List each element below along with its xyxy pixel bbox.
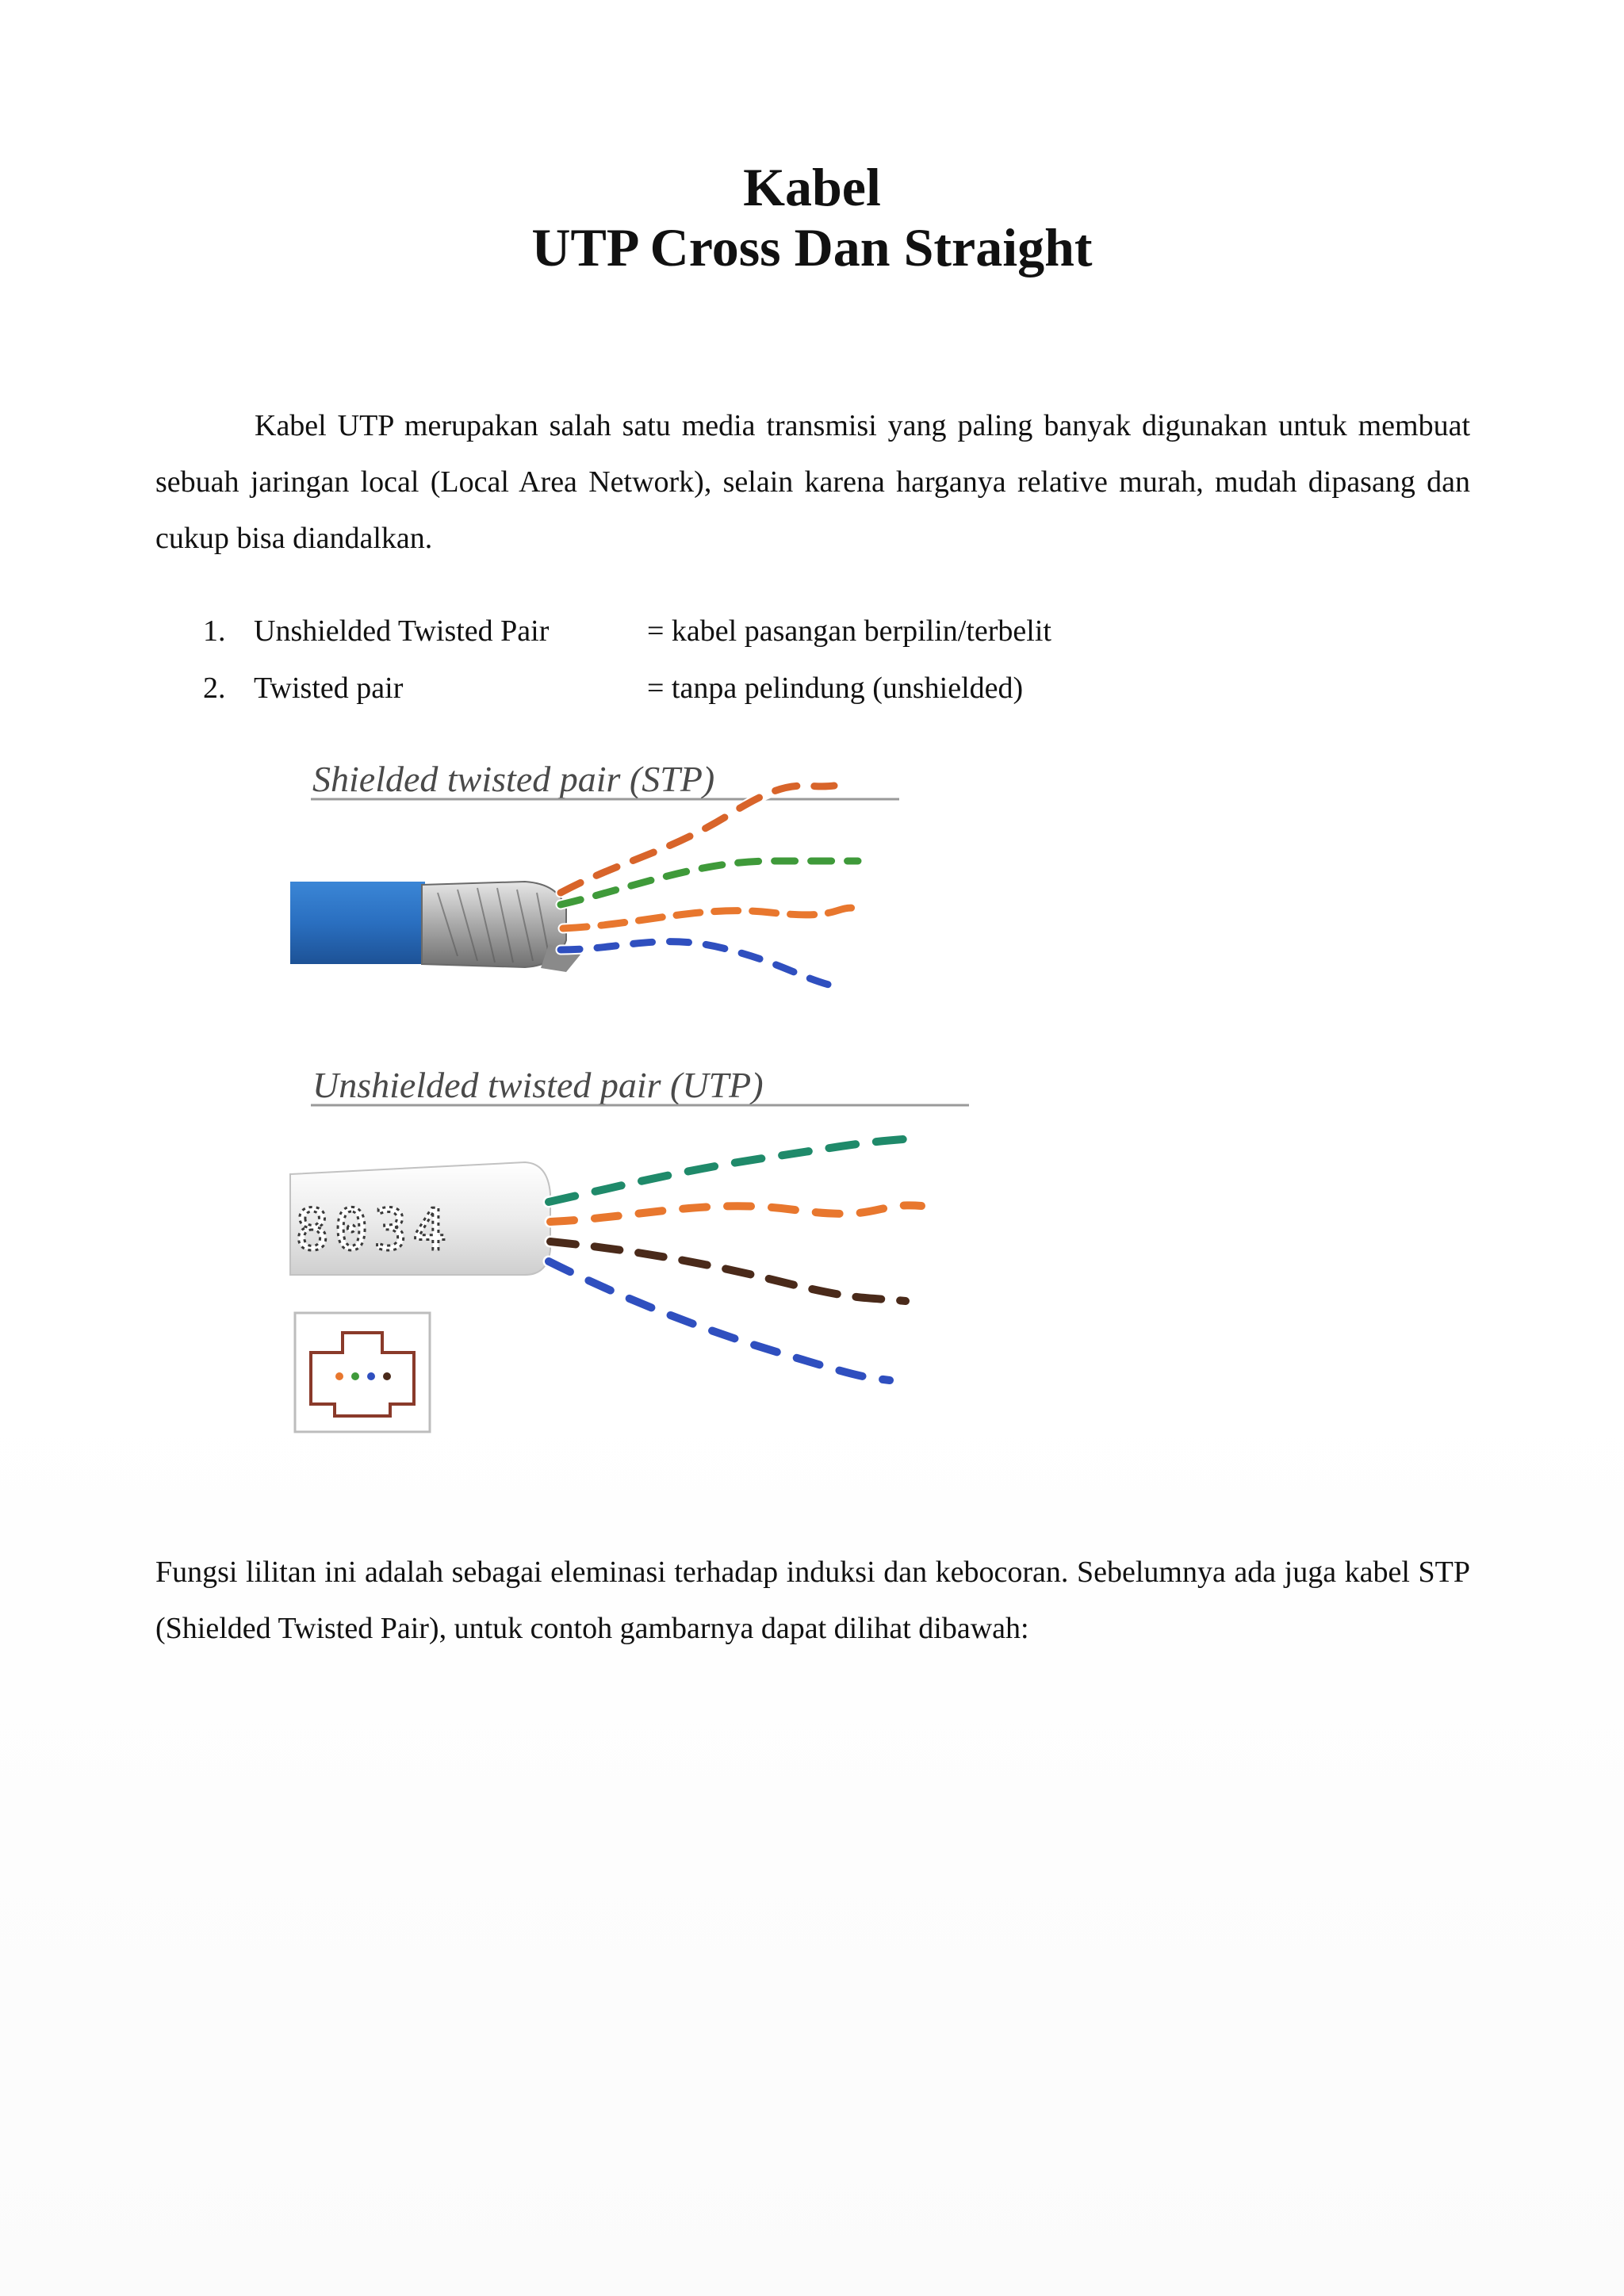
list-item-definition: = kabel pasangan berpilin/terbelit: [647, 614, 1051, 648]
stp-shield-foil: [422, 882, 566, 967]
stp-pair-blue: [561, 942, 842, 988]
list-item-number: 2.: [203, 672, 226, 705]
list-item-definition: = tanpa pelindung (unshielded): [647, 672, 1024, 705]
list-item-term: Twisted pair: [254, 672, 404, 705]
list-item-number: 1.: [203, 614, 226, 648]
stp-caption: Shielded twisted pair (STP): [312, 759, 715, 799]
rj45-connector-icon: [295, 1313, 430, 1432]
list-item-term: Unshielded Twisted Pair: [254, 614, 550, 648]
cable-illustration: [287, 742, 1104, 1446]
utp-caption: Unshielded twisted pair (UTP): [312, 1065, 764, 1105]
document-title-line-1: Kabel: [743, 157, 881, 217]
utp-pair-green: [549, 1138, 914, 1202]
document-title-line-2: UTP Cross Dan Straight: [531, 217, 1093, 277]
stp-pair-orange-brown: [561, 786, 834, 893]
closing-paragraph: Fungsi lilitan ini adalah sebagai eleminasi terhadap induksi dan kebocoran. Sebelumnya ada juga kabel STP (Shielded Twisted Pair), untuk contoh gambarnya dapat dilihat dibawah:: [155, 1556, 1470, 1645]
stp-pair-orange: [563, 908, 858, 928]
intro-paragraph-text: Kabel UTP merupakan salah satu media transmisi yang paling banyak digunakan untuk membuat sebuah jaringan local (Local Area Network), selain karena harganya relative murah, mudah dipasang dan cukup bisa diandalkan.: [155, 409, 1470, 555]
utp-pair-blue: [549, 1261, 890, 1380]
stp-jacket: [290, 882, 425, 964]
utp-cable-marking: 8034: [295, 1196, 452, 1263]
utp-pair-orange: [550, 1205, 921, 1222]
cable-comparison-figure: [287, 742, 1104, 1446]
intro-paragraph: [155, 398, 1470, 567]
